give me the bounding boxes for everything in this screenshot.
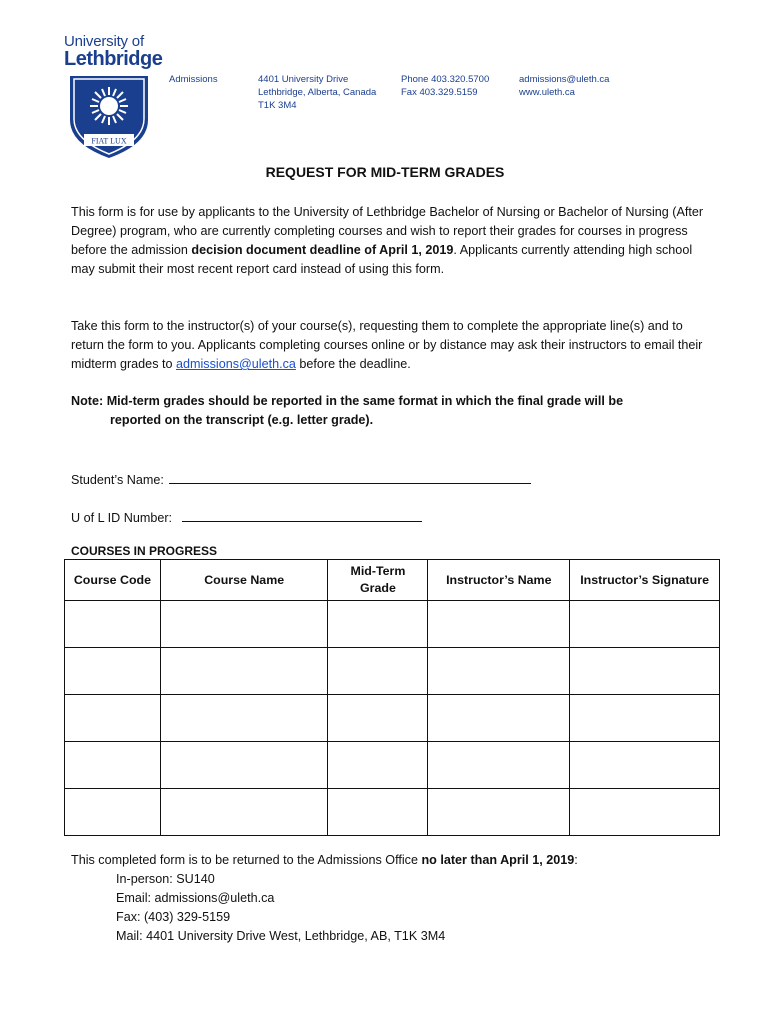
instructions-paragraph: Take this form to the instructor(s) of your course(s), requesting them to complete the appropriate line(s) and to return the form to you. Applicants completing courses online or by distance may ask their instructors to email their midterm grades to admissions@uleth.ca before the deadline. xyxy=(71,319,703,371)
table-row xyxy=(65,695,720,742)
return-fax: Fax: (403) 329-5159 xyxy=(116,910,231,924)
table-header-row xyxy=(65,560,720,601)
course-name-cell[interactable] xyxy=(160,648,328,695)
header-department: Admissions xyxy=(169,74,218,85)
student-name-field xyxy=(71,469,531,487)
form-title: REQUEST FOR MID-TERM GRADES xyxy=(265,164,505,180)
header-instructor-signature: Instructor’s Signature xyxy=(570,560,720,601)
courses-section-label: COURSES IN PROGRESS xyxy=(71,544,218,558)
course-name-cell[interactable] xyxy=(160,742,328,789)
crest-motto: FIAT LUX xyxy=(91,136,127,146)
instructor-name-cell[interactable] xyxy=(428,648,570,695)
student-name-input[interactable] xyxy=(169,469,531,484)
instructor-name-cell[interactable] xyxy=(428,695,570,742)
instructor-signature-cell[interactable] xyxy=(570,789,720,836)
instructor-signature-cell[interactable] xyxy=(570,742,720,789)
instructor-signature-cell[interactable] xyxy=(570,601,720,648)
logo-line-2: Lethbridge xyxy=(64,48,163,70)
header-address: 4401 University Drive Lethbridge, Alberta, Canada T1K 3M4 xyxy=(258,74,377,111)
course-code-cell[interactable] xyxy=(65,742,161,789)
table-row xyxy=(65,742,720,789)
crest-shield-icon xyxy=(64,74,154,160)
table-row xyxy=(65,601,720,648)
header-instructor-name: Instructor’s Name xyxy=(428,560,570,601)
course-name-cell[interactable] xyxy=(160,789,328,836)
course-code-cell[interactable] xyxy=(65,789,161,836)
instructor-name-cell[interactable] xyxy=(428,789,570,836)
course-code-cell[interactable] xyxy=(65,648,161,695)
intro-paragraph: This form is for use by applicants to the University of Lethbridge Bachelor of Nursing or Bachelor of Nursing (After Degree) program, who are currently completing courses and wish to report their grades for courses in progress before the admission decision document deadline of April 1, 2019. Applicants currently attending high school may submit their most recent report card instead of using this form. xyxy=(71,205,704,276)
course-name-cell[interactable] xyxy=(160,695,328,742)
note: Note: Mid-term grades should be reported in the same format in which the final grade will be reported on the transcript (e.g. letter grade). xyxy=(71,394,624,427)
university-logo xyxy=(64,33,163,70)
instructor-signature-cell[interactable] xyxy=(570,695,720,742)
return-deadline: no later than April 1, 2019 xyxy=(421,853,575,867)
header-email-link[interactable]: admissions@uleth.ca xyxy=(519,74,610,85)
header-course-name: Course Name xyxy=(160,560,328,601)
return-instructions: This completed form is to be returned to the Admissions Office no later than April 1, 2019: In-person: SU140 Email: admissions@uleth.ca Fax: (403) 329-5159 Mail: 4401 University Drive West, Lethbridge, AB, T1K 3M4 xyxy=(71,851,578,946)
table-row xyxy=(65,648,720,695)
table-row xyxy=(65,789,720,836)
course-code-cell[interactable] xyxy=(65,695,161,742)
mid-term-grade-cell[interactable] xyxy=(328,648,428,695)
return-email: Email: admissions@uleth.ca xyxy=(116,891,275,905)
header-mid-term-grade: Mid-Term Grade xyxy=(328,560,428,601)
return-in-person: In-person: SU140 xyxy=(116,872,215,886)
note-label: Note xyxy=(71,394,99,408)
instructor-name-cell[interactable] xyxy=(428,601,570,648)
id-number-field xyxy=(71,507,422,525)
id-number-label: U of L ID Number: xyxy=(71,511,173,525)
header-contact xyxy=(519,73,609,99)
course-code-cell[interactable] xyxy=(65,601,161,648)
return-mail: Mail: 4401 University Drive West, Lethbridge, AB, T1K 3M4 xyxy=(116,929,446,943)
logo-line-1: University of xyxy=(64,33,144,50)
student-name-label: Student’s Name: xyxy=(71,473,164,487)
header-web-link[interactable]: www.uleth.ca xyxy=(519,87,575,98)
id-number-input[interactable] xyxy=(182,507,422,522)
deadline-emphasis: decision document deadline of April 1, 2019 xyxy=(191,243,454,257)
instructor-name-cell[interactable] xyxy=(428,742,570,789)
admissions-email-link[interactable]: admissions@uleth.ca xyxy=(176,357,296,371)
mid-term-grade-cell[interactable] xyxy=(328,601,428,648)
mid-term-grade-cell[interactable] xyxy=(328,789,428,836)
instructor-signature-cell[interactable] xyxy=(570,648,720,695)
course-name-cell[interactable] xyxy=(160,601,328,648)
mid-term-grade-cell[interactable] xyxy=(328,695,428,742)
courses-table xyxy=(64,559,720,836)
mid-term-grade-cell[interactable] xyxy=(328,742,428,789)
header-phone-fax: Phone 403.320.5700 Fax 403.329.5159 xyxy=(401,74,490,98)
header-course-code: Course Code xyxy=(65,560,161,601)
